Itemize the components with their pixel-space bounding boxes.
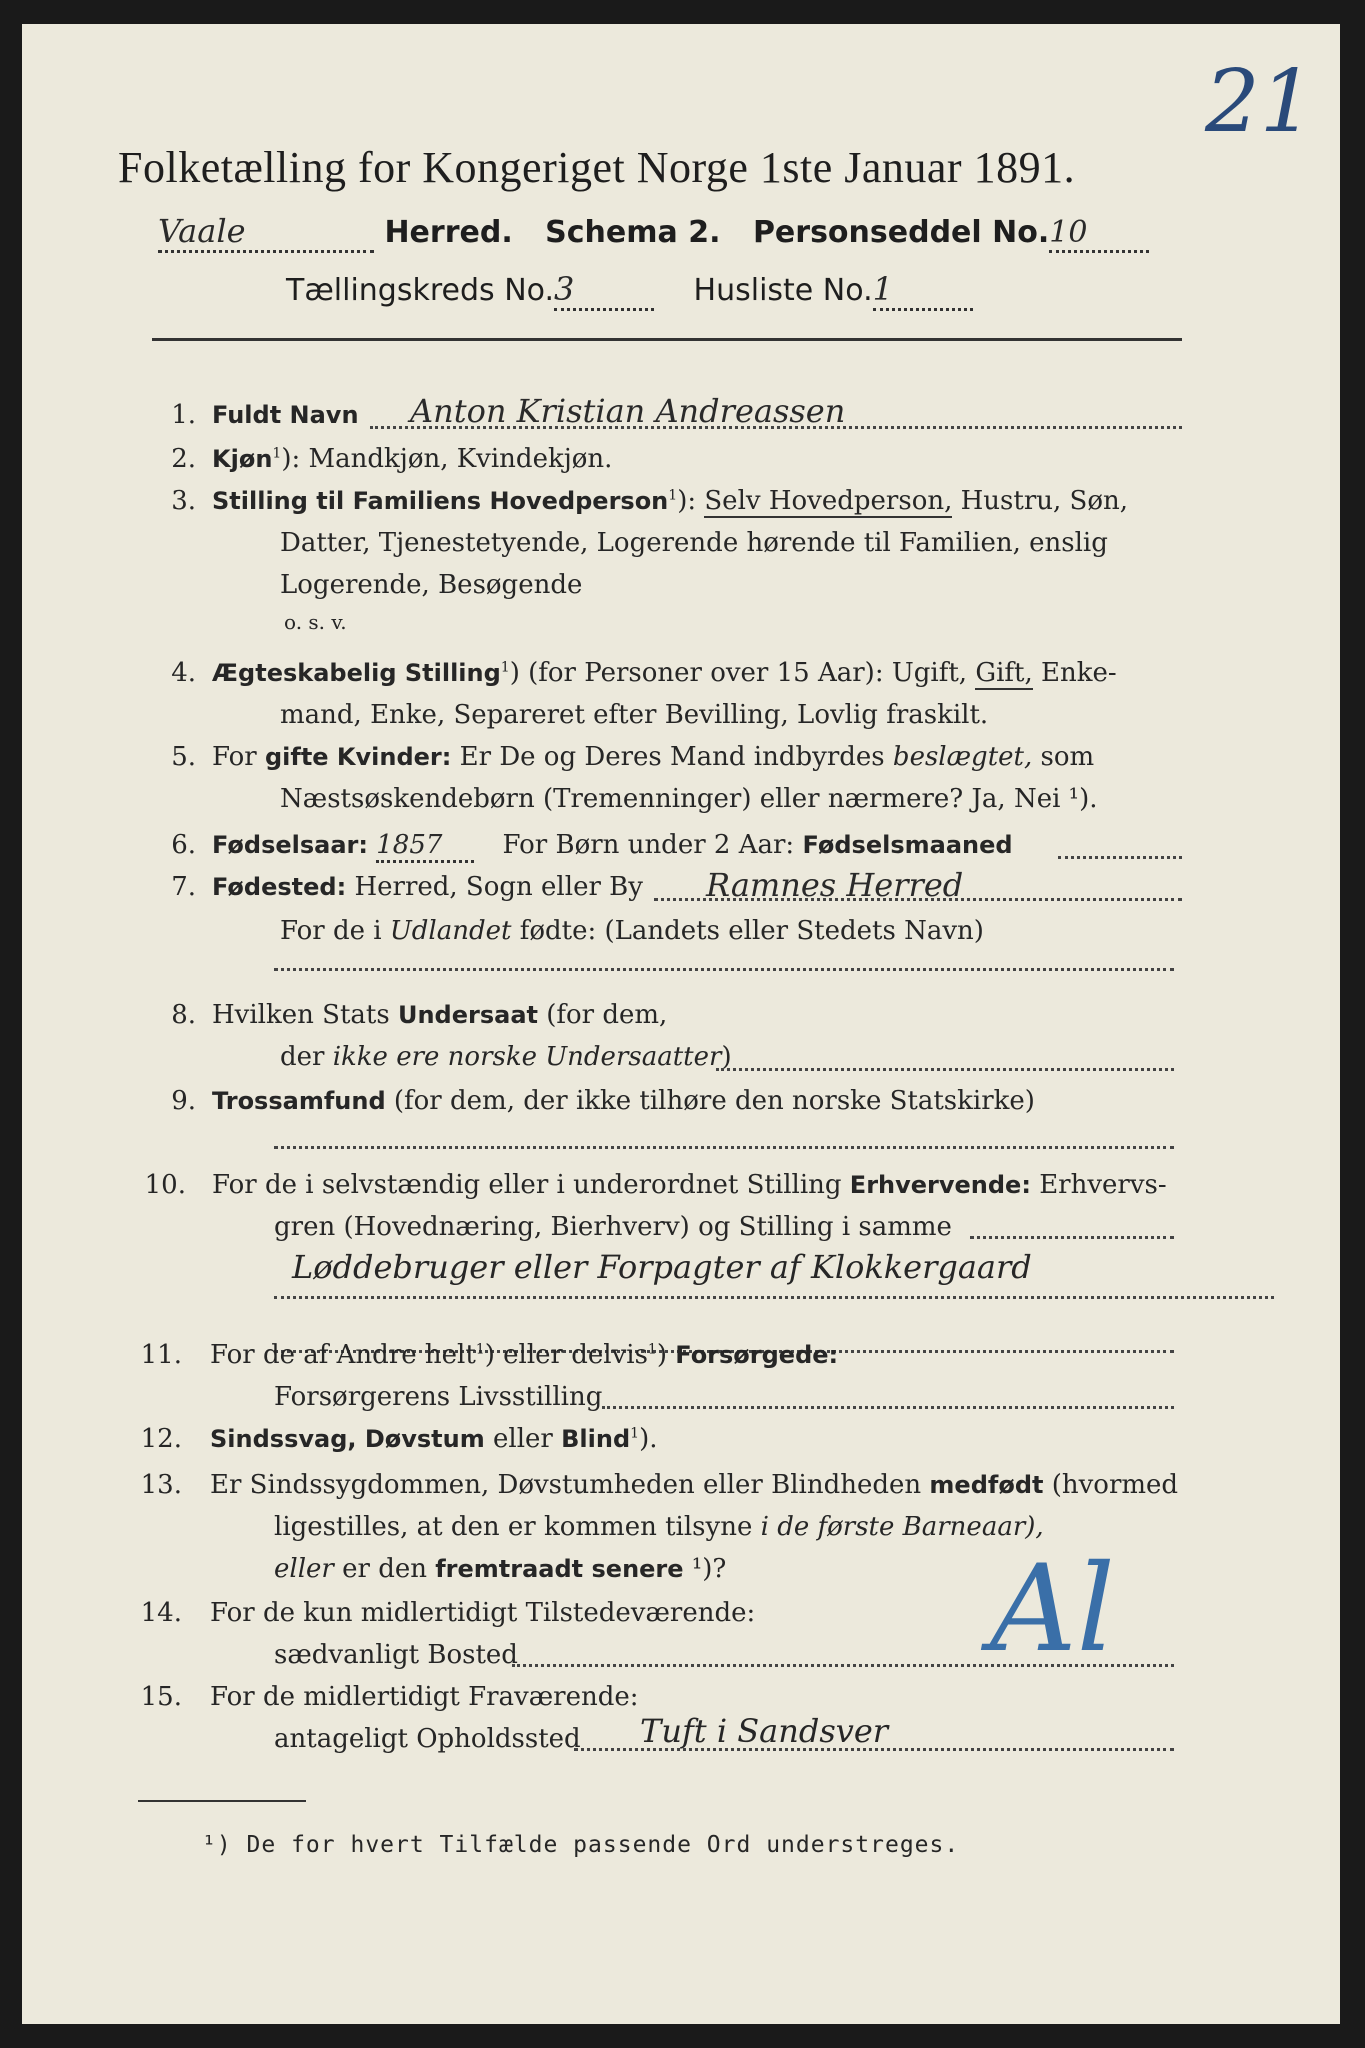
item-number: 1. — [171, 400, 196, 430]
dotline — [274, 968, 1174, 971]
item-italic: ikke ere norske Undersaatter — [332, 1042, 722, 1072]
dotline — [654, 898, 1182, 901]
item-number: 7. — [171, 872, 196, 902]
item-label: Fuldt Navn — [212, 401, 359, 429]
full-name-value: Anton Kristian Andreassen — [410, 392, 846, 430]
item-italic: Udlandet — [389, 916, 512, 946]
item-text: ): — [677, 486, 697, 516]
item-text: eller — [493, 1424, 553, 1454]
personseddel-value: 10 — [1049, 215, 1149, 253]
herred-value: Vaale — [158, 212, 374, 253]
item-label: Fødested: — [212, 873, 347, 901]
item-label: fremtraadt senere — [435, 1555, 684, 1583]
item-number: 9. — [171, 1086, 196, 1116]
dotline — [716, 1068, 1174, 1071]
dotline — [1058, 856, 1182, 859]
item-text: For de i selvstændig eller i underordnet Stilling — [212, 1170, 842, 1200]
item-label: Forsørgede: — [675, 1341, 839, 1369]
footnote-mark: 1 — [630, 1425, 640, 1442]
item-number: 15. — [140, 1682, 182, 1712]
form-title: Folketælling for Kongeriget Norge 1ste Januar 1891. — [118, 143, 1076, 192]
dotline — [274, 1296, 1274, 1299]
item-text: For de midlertidigt Fraværende: — [210, 1682, 639, 1712]
footnote-mark: 1 — [668, 487, 678, 504]
footnote-mark: 1 — [272, 445, 282, 462]
page-number-handwritten: 21 — [1205, 52, 1315, 152]
item-label: medfødt — [929, 1471, 1044, 1499]
item-label: Kjøn — [212, 445, 273, 473]
footnote-mark: 1 — [647, 1341, 657, 1358]
item-italic: eller — [274, 1554, 334, 1584]
kreds-value: 3 — [554, 270, 654, 311]
item-text: ligestilles, at den er kommen tilsyne — [274, 1512, 753, 1542]
item-number: 4. — [171, 658, 196, 688]
item-label: Fødselsaar: — [212, 831, 368, 859]
item-number: 13. — [140, 1470, 182, 1500]
item-text: Næstsøskendebørn (Tremenninger) eller nærmere? Ja, Nei ¹). — [280, 784, 1098, 814]
item-number: 8. — [171, 1000, 196, 1030]
birthplace-value: Ramnes Herred — [706, 866, 964, 904]
item-text: mand, Enke, Separeret efter Bevilling, Lovlig fraskilt. — [280, 700, 989, 730]
item-text: For — [212, 742, 257, 772]
item-label: Blind — [561, 1425, 631, 1453]
footnote-mark: 1 — [500, 659, 510, 676]
item-text: (hvormed — [1051, 1470, 1179, 1500]
personseddel-label: Personseddel No. — [752, 215, 1050, 250]
footnote-mark: 1 — [475, 1341, 485, 1358]
item-label: gifte Kvinder: — [264, 743, 452, 771]
item-text: Enke- — [1041, 658, 1117, 688]
herred-line — [158, 212, 1149, 253]
item-text: ) (for Personer over 15 Aar): Ugift, — [509, 658, 968, 688]
item-text: o. s. v. — [284, 610, 347, 634]
underlined-choice: Gift, — [975, 658, 1033, 688]
item-text: fødte: (Landets eller Stedets Navn) — [519, 916, 984, 946]
item-text: ¹)? — [691, 1554, 727, 1584]
item-text: ) eller delvis — [484, 1340, 648, 1370]
item-label: Erhvervende: — [849, 1171, 1031, 1199]
item-italic: beslægtet, — [892, 742, 1033, 772]
item-text: Forsørgerens Livsstilling — [274, 1382, 603, 1412]
underlined-choice: Selv Hovedperson, — [704, 486, 953, 516]
item-label: Stilling til Familiens Hovedperson — [212, 487, 669, 515]
item-text: Er Sindssygdommen, Døvstumheden eller Blindheden — [210, 1470, 922, 1500]
item-text: Datter, Tjenestetyende, Logerende hørende til Familien, enslig — [280, 528, 1108, 558]
item-text: der — [280, 1042, 325, 1072]
item-text: Hustru, Søn, — [960, 486, 1129, 516]
footnote: ¹) De for hvert Tilfælde passende Ord understreges. — [202, 1832, 960, 1858]
item-italic: i de første Barneaar), — [760, 1512, 1044, 1542]
item-number: 2. — [171, 444, 196, 474]
item-number: 12. — [140, 1424, 182, 1454]
item-text: antageligt Opholdssted — [274, 1724, 581, 1754]
item-label: Sindssvag, Døvstum — [210, 1425, 485, 1453]
herred-label: Herred. — [384, 215, 513, 250]
item-number: 10. — [144, 1170, 186, 1200]
item-number: 5. — [171, 742, 196, 772]
kreds-line — [286, 270, 973, 311]
item-text: For de i — [280, 916, 382, 946]
item-text: Hvilken Stats — [212, 1000, 390, 1030]
dotline — [274, 1146, 1174, 1149]
dotline — [602, 1406, 1174, 1409]
item-text: (for dem, — [546, 1000, 668, 1030]
item-text: Logerende, Besøgende — [280, 570, 583, 600]
absence-location-value: Tuft i Sandsver — [640, 1712, 889, 1750]
husliste-value: 1 — [873, 270, 973, 311]
item-label: Ægteskabelig Stilling — [212, 659, 501, 687]
item-text: For de kun midlertidigt Tilstedeværende: — [210, 1598, 756, 1628]
item-text: Erhvervs- — [1039, 1170, 1167, 1200]
dotline — [370, 426, 1182, 429]
item-label: Trossamfund — [212, 1087, 386, 1115]
birth-year-value: 1857 — [376, 830, 474, 863]
item-text: som — [1040, 742, 1095, 772]
item-text: For Børn under 2 Aar: — [502, 830, 795, 860]
item-number: 11. — [140, 1340, 182, 1370]
item-label: Fødselsmaaned — [802, 831, 1013, 859]
item-text: er den — [342, 1554, 427, 1584]
annotation-handwritten: Al — [990, 1540, 1116, 1679]
item-number: 14. — [140, 1598, 182, 1628]
item-text: Herred, Sogn eller By — [354, 872, 643, 902]
dotline — [970, 1236, 1174, 1239]
item-text: Er De og Deres Mand indbyrdes — [459, 742, 885, 772]
item-text: For de af Andre helt — [210, 1340, 476, 1370]
item-text: (for dem, der ikke tilhøre den norske Statskirke) — [393, 1086, 1035, 1116]
kreds-label: Tællingskreds No. — [286, 273, 554, 308]
occupation-value: Løddebruger eller Forpagter af Klokkergaard — [292, 1248, 1032, 1286]
schema-label: Schema 2. — [545, 215, 721, 250]
header-rule — [152, 338, 1182, 341]
item-text: gren (Hovednæring, Bierhverv) og Stilling i samme — [274, 1212, 952, 1242]
item-text: ): Mandkjøn, Kvindekjøn. — [281, 444, 613, 474]
item-text: sædvanligt Bosted — [274, 1640, 518, 1670]
husliste-label: Husliste No. — [693, 273, 873, 308]
item-number: 3. — [171, 486, 196, 516]
footnote-rule — [138, 1800, 306, 1802]
item-number: 6. — [171, 830, 196, 860]
item-label: Undersaat — [397, 1001, 538, 1029]
